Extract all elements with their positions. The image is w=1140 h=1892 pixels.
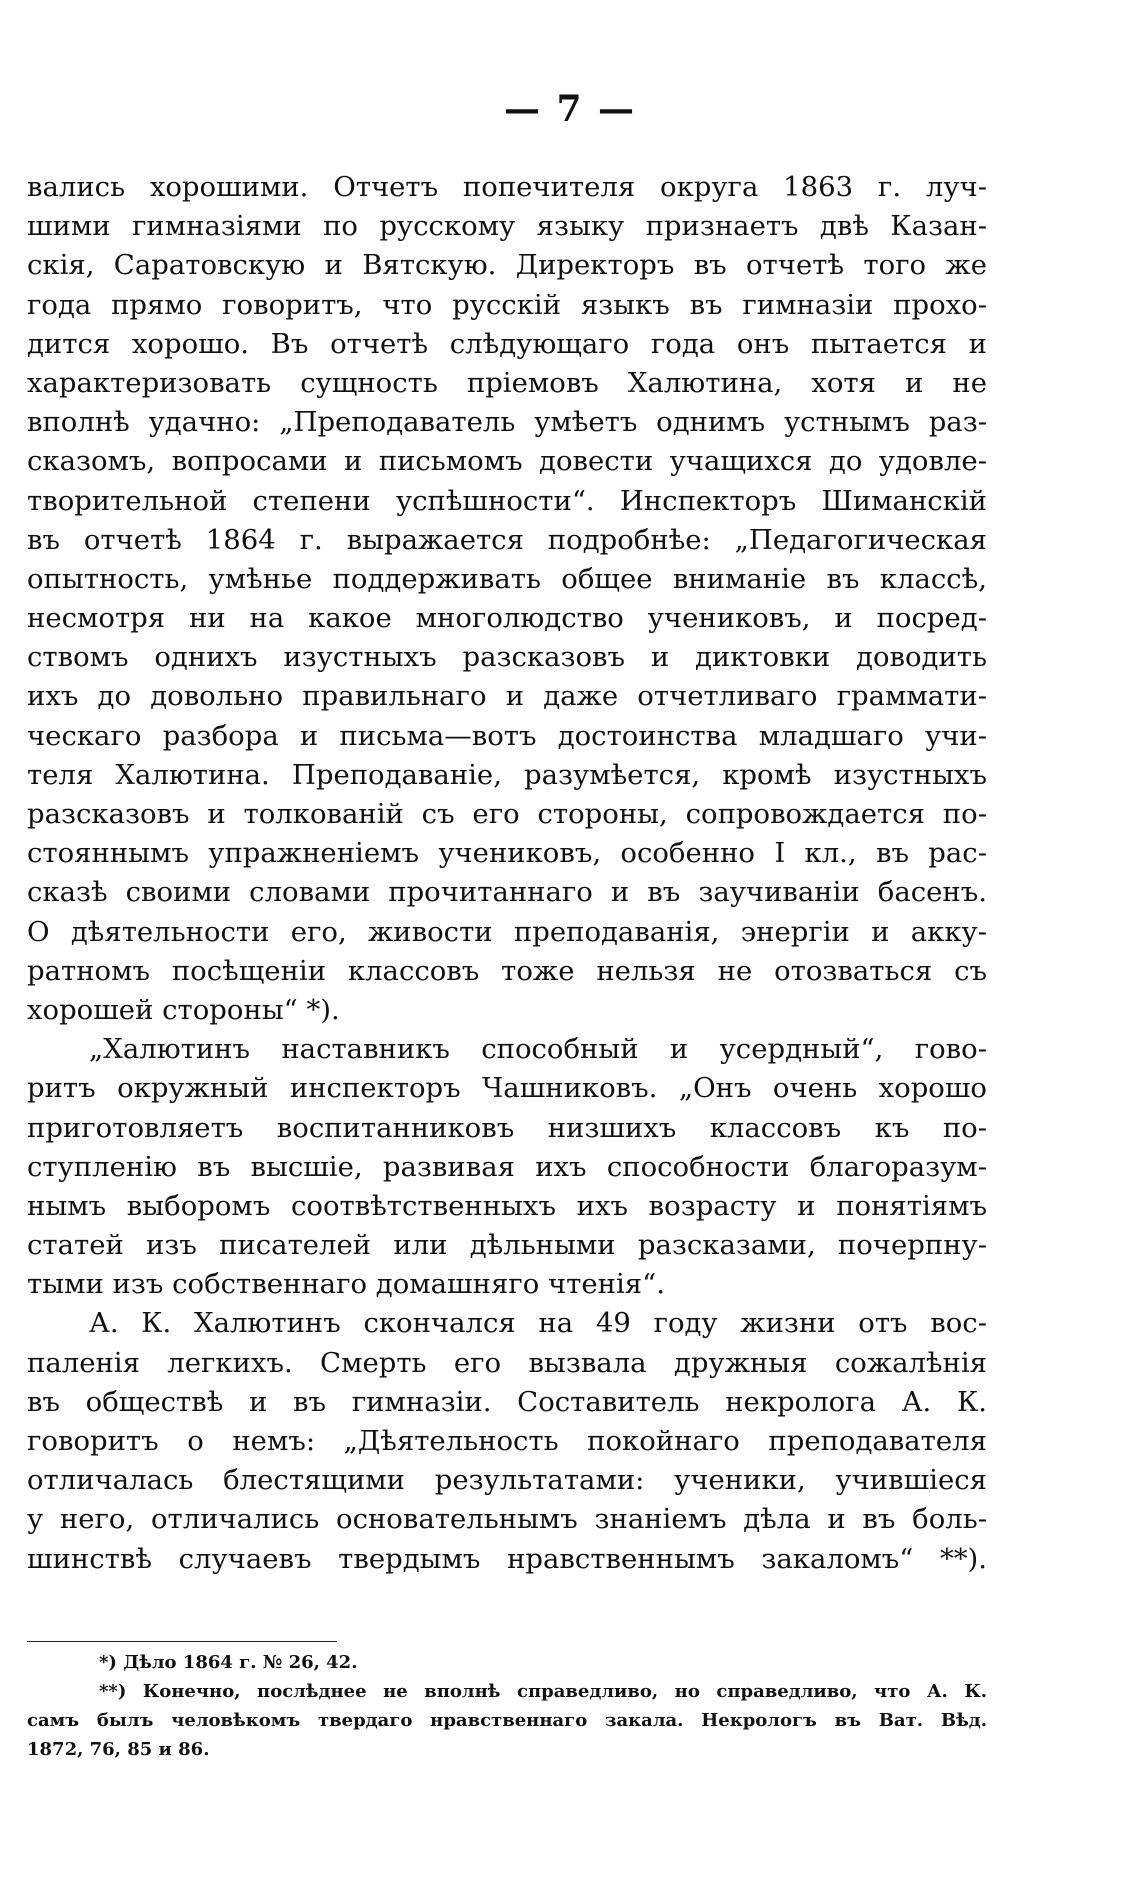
footnote-divider bbox=[27, 1641, 337, 1642]
text-line: нымъ выборомъ соотвѣтственныхъ ихъ возрасту и понятiямъ bbox=[27, 1189, 987, 1222]
text-line: сказомъ, вопросами и письмомъ довести учащихся до удовле- bbox=[27, 445, 987, 478]
text-line: характеризовать сущность прiемовъ Халютина, хотя и не bbox=[27, 366, 987, 399]
text-line: А. К. Халютинъ скончался на 49 году жизни отъ вос- bbox=[89, 1307, 987, 1340]
text-line: говоритъ о немъ: „Дѣятельность покойнаго преподавателя bbox=[27, 1425, 987, 1457]
text-line: въ отчетѣ 1864 г. выражается подробнѣе: „Педагогическая bbox=[27, 523, 987, 556]
text-line: разсказовъ и толкованiй съ его стороны, сопровождается по- bbox=[27, 798, 987, 830]
text-line: теля Халютина. Преподаванiе, разумѣется, кромѣ изустныхъ bbox=[27, 758, 987, 791]
text-line: творительной степени успѣшности“. Инспекторъ Шиманскiй bbox=[27, 484, 987, 517]
text-line: года прямо говоритъ, что русскiй языкъ въ гимназiи прохо- bbox=[27, 288, 987, 321]
text-line: несмотря ни на какое многолюдство учениковъ, и посред- bbox=[27, 602, 987, 635]
text-line: вполнѣ удачно: „Преподаватель умѣетъ однимъ устнымъ раз- bbox=[27, 406, 987, 439]
text-line: О дѣятельности его, живости преподаванiя, энергiи и акку- bbox=[27, 915, 987, 948]
text-line: приготовляетъ воспитанниковъ низшихъ классовъ къ по- bbox=[27, 1111, 987, 1144]
text-line: статей изъ писателей или дѣльными разсказами, почерпну- bbox=[27, 1229, 987, 1262]
body-text bbox=[27, 168, 987, 1579]
text-line: ратномъ посѣщенiи классовъ тоже нельзя не отозваться съ bbox=[27, 954, 987, 987]
text-line: дится хорошо. Въ отчетѣ слѣдующаго года онъ пытается и bbox=[27, 327, 987, 360]
footnote-line: самъ былъ человѣкомъ твердаго нравственнаго закала. Некрологъ въ Ват. Вѣд. bbox=[27, 1710, 987, 1731]
text-line: сказѣ своими словами прочитаннаго и въ заучиванiи басенъ. bbox=[27, 876, 987, 909]
text-line: стояннымъ упражненiемъ учениковъ, особенно I кл., въ рас- bbox=[27, 837, 987, 870]
text-line: шими гимназiями по русскому языку признаетъ двѣ Казан- bbox=[27, 210, 987, 243]
text-line: отличалась блестящими результатами: ученики, учившiеся bbox=[27, 1464, 987, 1497]
text-line: въ обществѣ и въ гимназiи. Составитель некролога А. К. bbox=[27, 1385, 987, 1418]
footnote-line: *) Дѣло 1864 г. № 26, 42. bbox=[99, 1652, 358, 1673]
footnote-line: 1872, 76, 85 и 86. bbox=[27, 1739, 210, 1760]
page-number: — 7 — bbox=[503, 88, 637, 130]
text-line: шинствѣ случаевъ твердымъ нравственнымъ закаломъ“ **). bbox=[27, 1542, 987, 1575]
footnote-line: **) Конечно, послѣднее не вполнѣ справедливо, но справедливо, что А. К. bbox=[99, 1681, 987, 1702]
text-line: у него, отличались основательнымъ знанiемъ дѣла и въ боль- bbox=[27, 1503, 987, 1536]
text-line: опытность, умѣнье поддерживать общее вниманiе въ классѣ, bbox=[27, 562, 987, 595]
text-line: тыми изъ собственнаго домашняго чтенiя“. bbox=[27, 1268, 665, 1301]
text-line: скiя, Саратовскую и Вятскую. Директоръ въ отчетѣ того же bbox=[27, 249, 987, 282]
text-line: ихъ до довольно правильнаго и даже отчетливаго граммати- bbox=[27, 680, 987, 713]
text-line: ритъ окружный инспекторъ Чашниковъ. „Онъ очень хорошо bbox=[27, 1072, 987, 1105]
text-line: ступленiю въ высшiе, развивая ихъ способности благоразум- bbox=[27, 1150, 987, 1183]
text-line: „Халютинъ наставникъ способный и усердный“, гово- bbox=[89, 1033, 987, 1066]
text-line: вались хорошими. Отчетъ попечителя округа 1863 г. луч- bbox=[27, 171, 987, 203]
footnotes bbox=[27, 1648, 987, 1764]
text-line: хорошей стороны“ *). bbox=[27, 993, 340, 1026]
text-line: ствомъ однихъ изустныхъ разсказовъ и диктовки доводить bbox=[27, 641, 987, 674]
text-line: паленiя легкихъ. Смерть его вызвала дружныя сожалѣнiя bbox=[27, 1346, 987, 1379]
text-line: ческаго разбора и письма—вотъ достоинства младшаго учи- bbox=[27, 719, 987, 752]
